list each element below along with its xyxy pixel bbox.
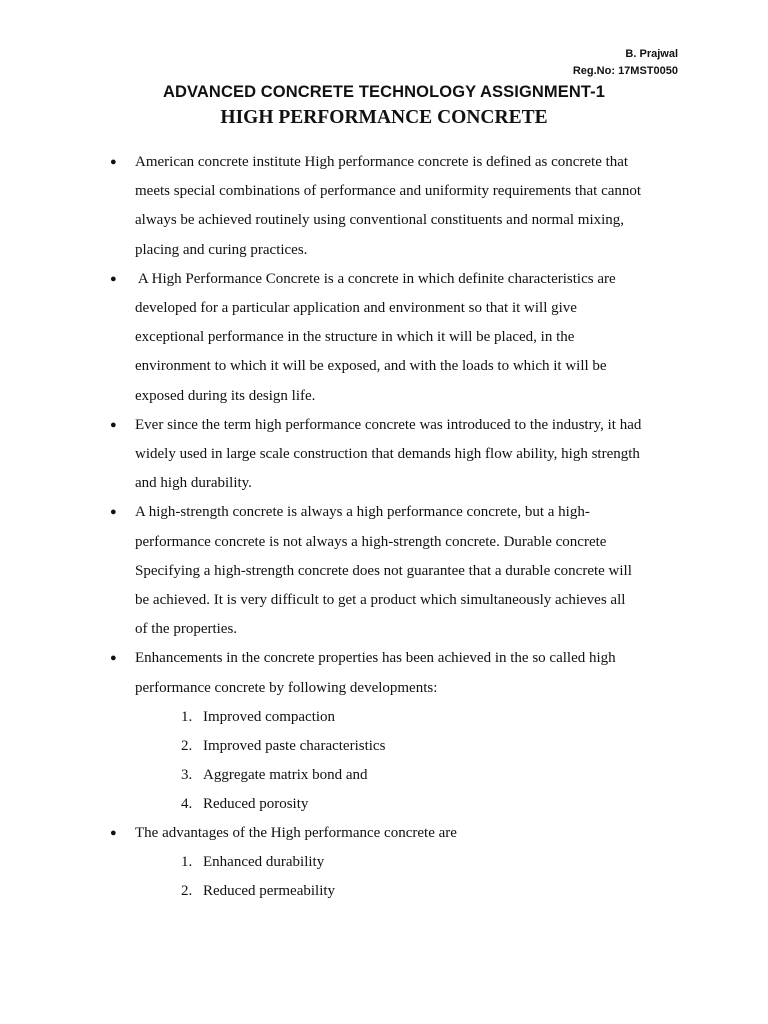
- bullet-dot-icon: ●: [110, 156, 117, 168]
- list-item: 1. Improved compaction: [181, 708, 336, 725]
- text-line: A high-strength concrete is always a high performance concrete, but a high-: [135, 504, 590, 521]
- text-line: Enhancements in the concrete properties has been achieved in the so called high: [135, 650, 616, 667]
- text-line: American concrete institute High performance concrete is defined as concrete that: [135, 154, 629, 170]
- bullet-enhancements: [110, 644, 678, 702]
- text-line: be achieved. It is very difficult to get a product which simultaneously achieves all: [135, 592, 626, 609]
- text-line: of the properties.: [135, 621, 238, 638]
- text-line: placing and curing practices.: [135, 241, 308, 258]
- bullet-advantages: [110, 819, 678, 848]
- text-line: The advantages of the High performance concrete are: [135, 824, 457, 841]
- author-name: B. Prajwal: [625, 48, 678, 60]
- text-line: Ever since the term high performance concrete was introduced to the industry, it had: [135, 416, 642, 433]
- text-line: A High Performance Concrete is a concrete in which definite characteristics are: [135, 270, 616, 287]
- bullet-dot-icon: ●: [110, 272, 117, 285]
- bullet-definition: [110, 148, 678, 265]
- topic-title: HIGH PERFORMANCE CONCRETE: [220, 107, 548, 128]
- text-line: and high durability.: [135, 475, 252, 492]
- list-item: 1. Enhanced durability: [181, 854, 325, 871]
- advantages-list: [0, 848, 768, 906]
- text-line: always be achieved routinely using conventional constituents and normal mixing,: [135, 212, 625, 229]
- bullet-high-strength: [110, 498, 678, 644]
- bullet-dot-icon: ●: [110, 652, 117, 665]
- text-line: widely used in large scale construction that demands high flow ability, high strength: [135, 446, 640, 463]
- author-block: [573, 46, 678, 80]
- list-item: 3. Aggregate matrix bond and: [181, 766, 368, 783]
- document-body: [0, 148, 768, 906]
- text-line: performance concrete by following developments:: [135, 679, 438, 696]
- list-item: 2. Reduced permeability: [181, 883, 336, 900]
- text-line: Specifying a high-strength concrete does not guarantee that a durable concrete will: [135, 562, 632, 579]
- text-line: meets special combinations of performance and uniformity requirements that cannot: [135, 183, 642, 200]
- assignment-title: ADVANCED CONCRETE TECHNOLOGY ASSIGNMENT-1: [163, 83, 605, 101]
- text-line: exceptional performance in the structure in which it will be placed, in the: [135, 329, 575, 346]
- bullet-dot-icon: ●: [110, 826, 117, 839]
- text-line: performance concrete is not always a high-strength concrete. Durable concrete: [135, 533, 607, 550]
- list-item: 4. Reduced porosity: [181, 795, 309, 812]
- text-line: developed for a particular application and environment so that it will give: [135, 300, 577, 317]
- list-item: 2. Improved paste characteristics: [181, 737, 386, 754]
- bullet-history: [110, 411, 678, 499]
- bullet-characteristics: [110, 265, 678, 411]
- registration-number: Reg.No: 17MST0050: [572, 65, 678, 77]
- developments-list: [0, 703, 768, 819]
- text-line: exposed during its design life.: [135, 387, 316, 404]
- bullet-dot-icon: ●: [110, 418, 117, 431]
- text-line: environment to which it will be exposed, and with the loads to which it will be: [135, 358, 607, 375]
- bullet-dot-icon: ●: [110, 506, 117, 519]
